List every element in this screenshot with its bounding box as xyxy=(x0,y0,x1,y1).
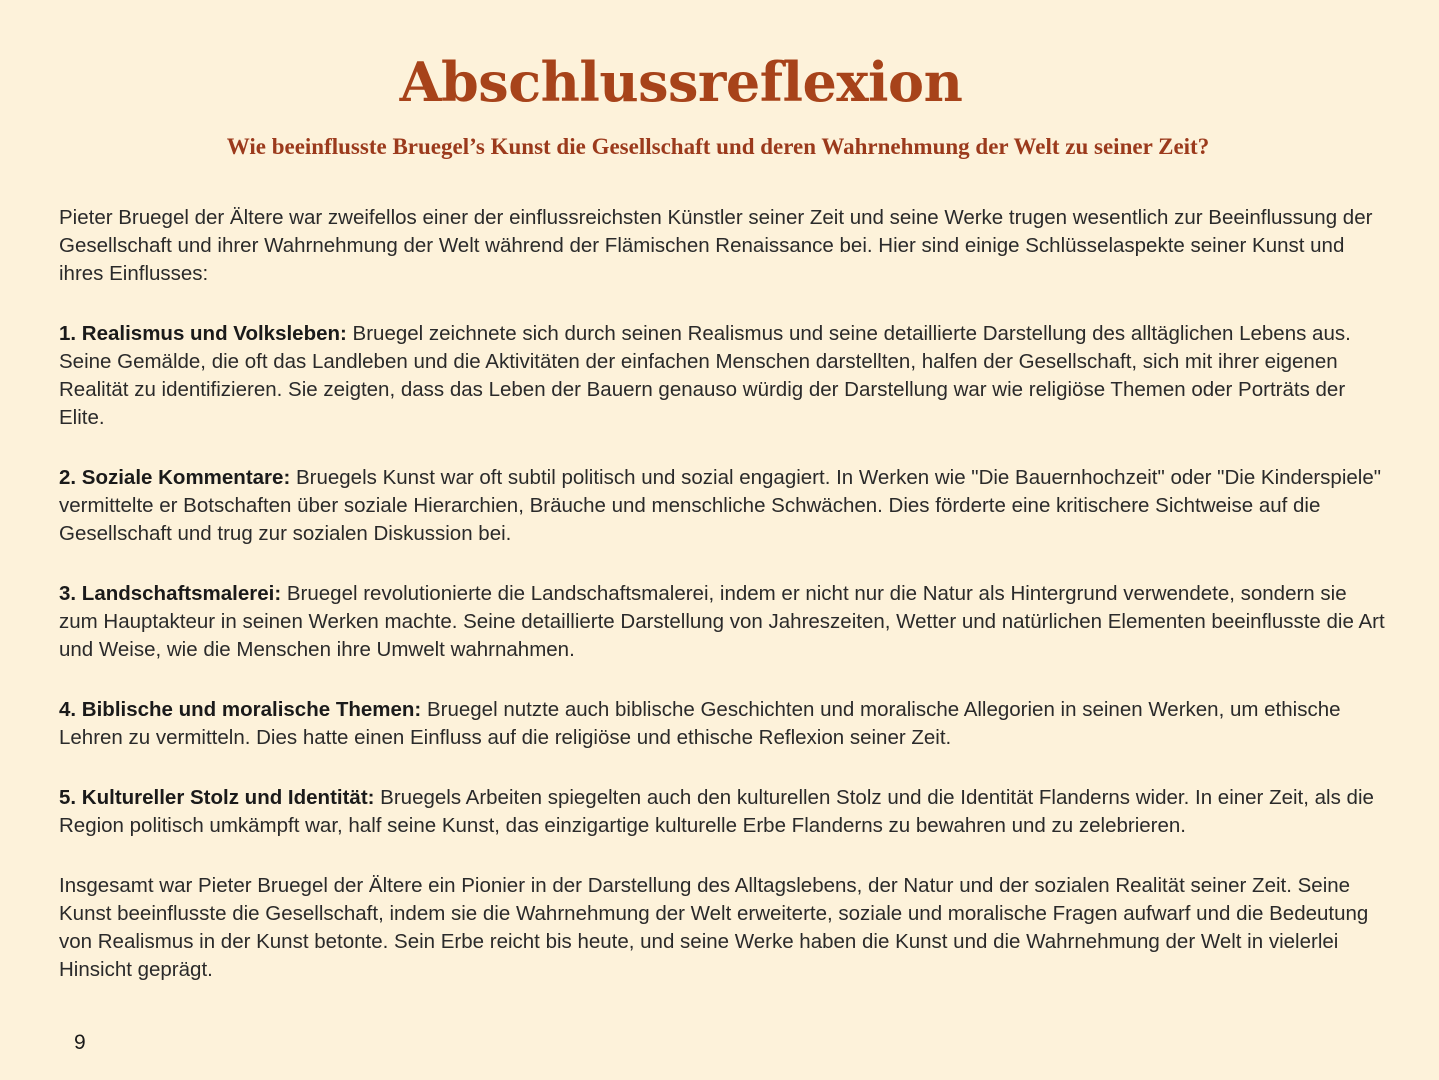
point-4-paragraph xyxy=(59,696,1389,752)
conclusion-paragraph: Insgesamt war Pieter Bruegel der Ältere ein Pionier in der Darstellung des Alltagslebens, der Natur und der sozialen Realität seiner Zeit. Seine Kunst beeinflusste die Gesellschaft, indem sie die Wahrnehmung der Welt erweiterte, soziale und moralische Fragen aufwarf und die Bedeutung von Realismus in der Kunst betonte. Sein Erbe reicht bis heute, und seine Werke haben die Kunst und die Wahrnehmung der Welt in vielerlei Hinsicht geprägt. xyxy=(59,874,1369,981)
point-4-heading: 4. Biblische und moralische Themen: xyxy=(59,698,422,721)
point-4-text: Bruegel nutzte auch biblische Geschichten und moralische Allegorien in seinen Werken, um ethische Lehren zu vermitteln. Dies hatte einen Einfluss auf die religiöse und ethische Reflexion seiner Zeit. xyxy=(59,698,1341,749)
point-5-heading: 5. Kultureller Stolz und Identität: xyxy=(59,786,375,809)
point-2-paragraph xyxy=(59,464,1389,548)
point-5-text: Bruegels Arbeiten spiegelten auch den kulturellen Stolz und die Identität Flanderns wider. In einer Zeit, als die Region politisch umkämpft war, half seine Kunst, das einzigartige kulturelle Erbe Flanderns zu bewahren und zu zelebrieren. xyxy=(59,786,1374,837)
point-2-heading: 2. Soziale Kommentare: xyxy=(59,466,291,489)
document-body xyxy=(59,204,1389,1016)
point-1-text: Bruegel zeichnete sich durch seinen Realismus und seine detaillierte Darstellung des alltäglichen Lebens aus. Seine Gemälde, die oft das Landleben und die Aktivitäten der einfachen Menschen darstellten, halfen der Gesellschaft, sich mit ihrer eigenen Realität zu identifizieren. Sie zeigten, dass das Leben der Bauern genauso würdig der Darstellung war wie religiöse Themen oder Porträts der Elite. xyxy=(59,322,1351,429)
point-3-paragraph xyxy=(59,580,1389,664)
point-1-paragraph xyxy=(59,320,1389,432)
page-subtitle: Wie beeinflusste Bruegel’s Kunst die Gesellschaft und deren Wahrnehmung der Welt zu seiner Zeit? xyxy=(226,134,1210,159)
point-3-text: Bruegel revolutionierte die Landschaftsmalerei, indem er nicht nur die Natur als Hintergrund verwendete, sondern sie zum Hauptakteur in seinen Werken machte. Seine detaillierte Darstellung von Jahreszeiten, Wetter und natürlichen Elementen beeinflusste die Art und Weise, wie die Menschen ihre Umwelt wahrnahmen. xyxy=(59,582,1385,661)
point-2-text: Bruegels Kunst war oft subtil politisch und sozial engagiert. In Werken wie "Die Bauernhochzeit" oder "Die Kinderspiele" vermittelte er Botschaften über soziale Hierarchien, Bräuche und menschliche Schwächen. Dies förderte eine kritischere Sichtweise auf die Gesellschaft und trug zur sozialen Diskussion bei. xyxy=(59,466,1382,545)
point-1-heading: 1. Realismus und Volksleben: xyxy=(59,322,347,345)
point-5-paragraph xyxy=(59,784,1389,840)
point-3-heading: 3. Landschaftsmalerei: xyxy=(59,582,282,605)
page-title: Abschlussreflexion xyxy=(399,50,963,114)
intro-paragraph: Pieter Bruegel der Ältere war zweifellos einer der einflussreichsten Künstler seiner Zeit und seine Werke trugen wesentlich zur Beeinflussung der Gesellschaft und ihrer Wahrnehmung der Welt während der Flämischen Renaissance bei. Hier sind einige Schlüsselaspekte seiner Kunst und ihres Einflusses: xyxy=(59,206,1373,285)
page-number: 9 xyxy=(74,1031,86,1054)
